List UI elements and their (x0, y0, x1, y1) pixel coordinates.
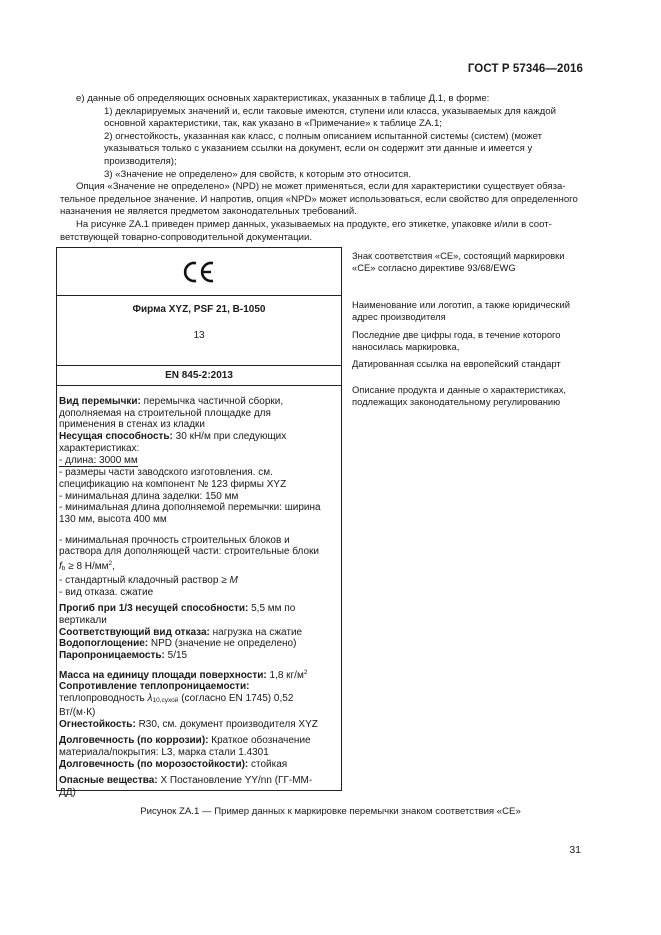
ce-mark-row (57, 248, 341, 296)
page-number: 31 (569, 844, 581, 856)
figure-caption: Рисунок ZA.1 — Пример данных к маркировке перемычки знаком соответствия «CE» (140, 806, 521, 817)
fail-mode-value: нагрузка на сжатие (209, 626, 303, 638)
annotation-description (352, 384, 587, 409)
annotation-year-line1: Последние две цифры года, в течение которого (352, 329, 561, 340)
vapour-value: 5/15 (164, 650, 188, 662)
annotation-firm-line1: Наименование или логотип, а также юридический (352, 299, 570, 310)
corrosion-value-2: материала/покрытия: L3, марка стали 1.4301 (59, 746, 269, 758)
annotation-standard (352, 358, 587, 370)
thermal-label: Сопротивление теплопроницаемости: (59, 681, 250, 693)
sub-item-2: 2) огнестойкость, указанная как класс, с полным описанием испытанной системы (систем) (может (104, 130, 543, 142)
hazard-value-2: ДД) (59, 787, 76, 799)
strength-value-1: - минимальная прочность строительных блоков и (59, 534, 290, 546)
intro-text (60, 93, 585, 244)
frost-value: стойкая (248, 758, 288, 770)
standard-row (57, 366, 341, 386)
dims-value-2: спецификацию на компонент № 123 фирмы XYZ (59, 478, 287, 490)
corrosion-value: Краткое обозначение (208, 735, 311, 747)
para-npd: Опция «Значение не определено» (NPD) не может применяться, если для характеристики существует обяза- (76, 181, 566, 193)
sub-item-1: 1) декларируемых значений и, если таковые имеются, ступени или класса, указываемых для каждой (104, 105, 556, 117)
bearing-value: - минимальная длина заделки: 150 мм (59, 490, 239, 502)
annotation-description-line1: Описание продукта и данные о характеристиках, (352, 384, 566, 395)
water-value: NPD (значение не определено) (148, 638, 297, 650)
thermal-value: теплопроводность $\lambda_{10,сухой}$ (согласно EN 1745) 0,52 (59, 693, 294, 705)
sub-item-2-cont: указываться только с указанием ссылки на документ, если он содержит эти данные и имеется у (104, 143, 533, 155)
length-value: - длина: 3000 мм (59, 454, 138, 466)
annotation-year-line2: наносилась маркировка, (352, 341, 460, 353)
type-value: перемычка частичной сборки, (140, 396, 284, 407)
mass-label: Масса на единицу площади поверхности: (59, 669, 267, 681)
mortar-value: - стандартный кладочный раствор ≥ M (59, 574, 238, 586)
ce-label-box (56, 247, 342, 799)
product-spec: Вид перемычки: перемычка частичной сборки, дополняемая на строительной площадке для применения в стенах из кладки Несущая способность: 30 кН/м при следующих характеристиках: - длина: 3000 мм - размеры части заводского изготовления. см. спецификацию на компонент № 123 фирмы XYZ - минимальная длина заделки: 150 мм - минимальная длина дополняемой перемычки: ширина 130 мм, высота 400 мм - минимальная прочность строительных блоков и раствора для дополняющей части: строительные блоки $f_b \ge 8$ $Н/мм^2$, - стандартный кладочный раствор ≥ M - вид отказа. сжатие Прогиб при 1/3 несущей способности: 5,5 мм по вертикали Соответствующий вид отказа: нагрузка на сжатие Водопоглощение: NPD (значение не определено) Паропроницаемость: 5/15 Масса на единицу площади поверхности: 1,8 $кг/м^2$ Сопротивление теплопроницаемости: теплопроводность $\lambda_{10,сухой}$ (согласно EN 1745) 0,52 Вт/(м·К) Огнестойкость: R30, см. документ производителя XYZ Долговечность (по коррозии): Краткое обозначение материала/покрытия: L3, марка стали 1.4301 Долговечность (по морозостойкости): стойкая Опасные вещества: X Постановление YY/nn (ГГ-ММ- ДД) (57, 386, 341, 799)
annotation-description-line2: подлежащих законодательному регулированию (352, 396, 561, 408)
manufacturer-name: Фирма XYZ, PSF 21, B-1050 (132, 304, 266, 315)
annotation-standard-line: Датированная ссылка на европейский стандарт (352, 358, 561, 369)
fire-label: Огнестойкость: (59, 718, 136, 730)
thermal-unit: Вт/(м·К) (59, 706, 96, 718)
load-value-2: характеристиках: (59, 442, 140, 454)
annotation-firm-line2: адрес производителя (352, 311, 446, 323)
manufacturer-row (57, 296, 341, 366)
load-label: Несущая способность: (59, 431, 173, 443)
sub-item-3: 3) «Значение не определено» для свойств, к которым это относится. (104, 168, 411, 180)
add-value-2: 130 мм, высота 400 мм (59, 514, 167, 526)
para-figure-ref-cont: ветствующей товарно-сопроводительной документации. (60, 231, 313, 243)
strength-value-2: раствора для дополняющей части: строительные блоки (59, 546, 320, 558)
para-npd-cont2: назначения не является предметом законодательных требований. (60, 206, 357, 218)
water-label: Водопоглощение: (59, 638, 149, 650)
hazard-label: Опасные вещества: (59, 775, 158, 787)
document-code: ГОСТ Р 57346—2016 (467, 63, 583, 75)
add-value-1: - минимальная длина дополняемой перемычки: ширина (59, 502, 321, 514)
para-npd-cont: тельное предельное значение. И напротив, опция «NPD» может использоваться, если свойство для определенного (60, 193, 578, 205)
failure-value: - вид отказа. сжатие (59, 586, 154, 598)
para-figure-ref: На рисунке ZA.1 приведен пример данных, указываемых на продукте, его этикетке, упаковке и/или в соот- (76, 218, 552, 230)
deflection-value-2: вертикали (59, 614, 107, 626)
type-label: Вид перемычки: (59, 396, 141, 407)
sub-item-2-cont2: производителя); (104, 155, 177, 167)
ce-mark-icon (182, 261, 216, 283)
fail-mode-label: Соответствующий вид отказа: (59, 626, 210, 638)
annotation-ce (352, 250, 587, 275)
annotation-ce-line2: «CE» согласно директиве 93/68/EWG (352, 262, 516, 274)
sub-item-1-cont: основной характеристики, так, как указано в «Примечание» к таблице ZA.1; (104, 118, 442, 130)
corrosion-label: Долговечность (по коррозии): (59, 735, 209, 747)
marking-year: 13 (193, 330, 205, 341)
load-value: 30 кН/м при следующих (172, 431, 287, 443)
deflection-label: Прогиб при 1/3 несущей способности: (59, 603, 249, 615)
standard-reference: EN 845-2:2013 (165, 370, 233, 381)
type-value-3: применения в стенах из кладки (59, 419, 205, 431)
annotation-year (352, 329, 587, 354)
annotation-ce-line1: Знак соответствия «CE», состоящий маркировки (352, 250, 565, 261)
frost-label: Долговечность (по морозостойкости): (59, 758, 249, 770)
dims-value-1: - размеры части заводского изготовления. см. (59, 467, 273, 479)
fire-value: R30, см. документ производителя XYZ (135, 718, 318, 730)
hazard-value: X Постановление YY/nn (ГГ-ММ- (157, 775, 313, 787)
type-value-2: дополняемая на строительной площадке для (59, 407, 271, 419)
mass-value: 1,8 кг/м (266, 669, 304, 681)
strength-value-3: $f_b \ge 8$ $Н/мм^2$, (59, 560, 115, 573)
annotation-firm (352, 299, 587, 324)
item-e: e) данные об определяющих основных характеристиках, указанных в таблице Д.1, в форме: (76, 93, 490, 104)
vapour-label: Паропроницаемость: (59, 650, 165, 662)
deflection-value: 5,5 мм по (248, 603, 296, 615)
